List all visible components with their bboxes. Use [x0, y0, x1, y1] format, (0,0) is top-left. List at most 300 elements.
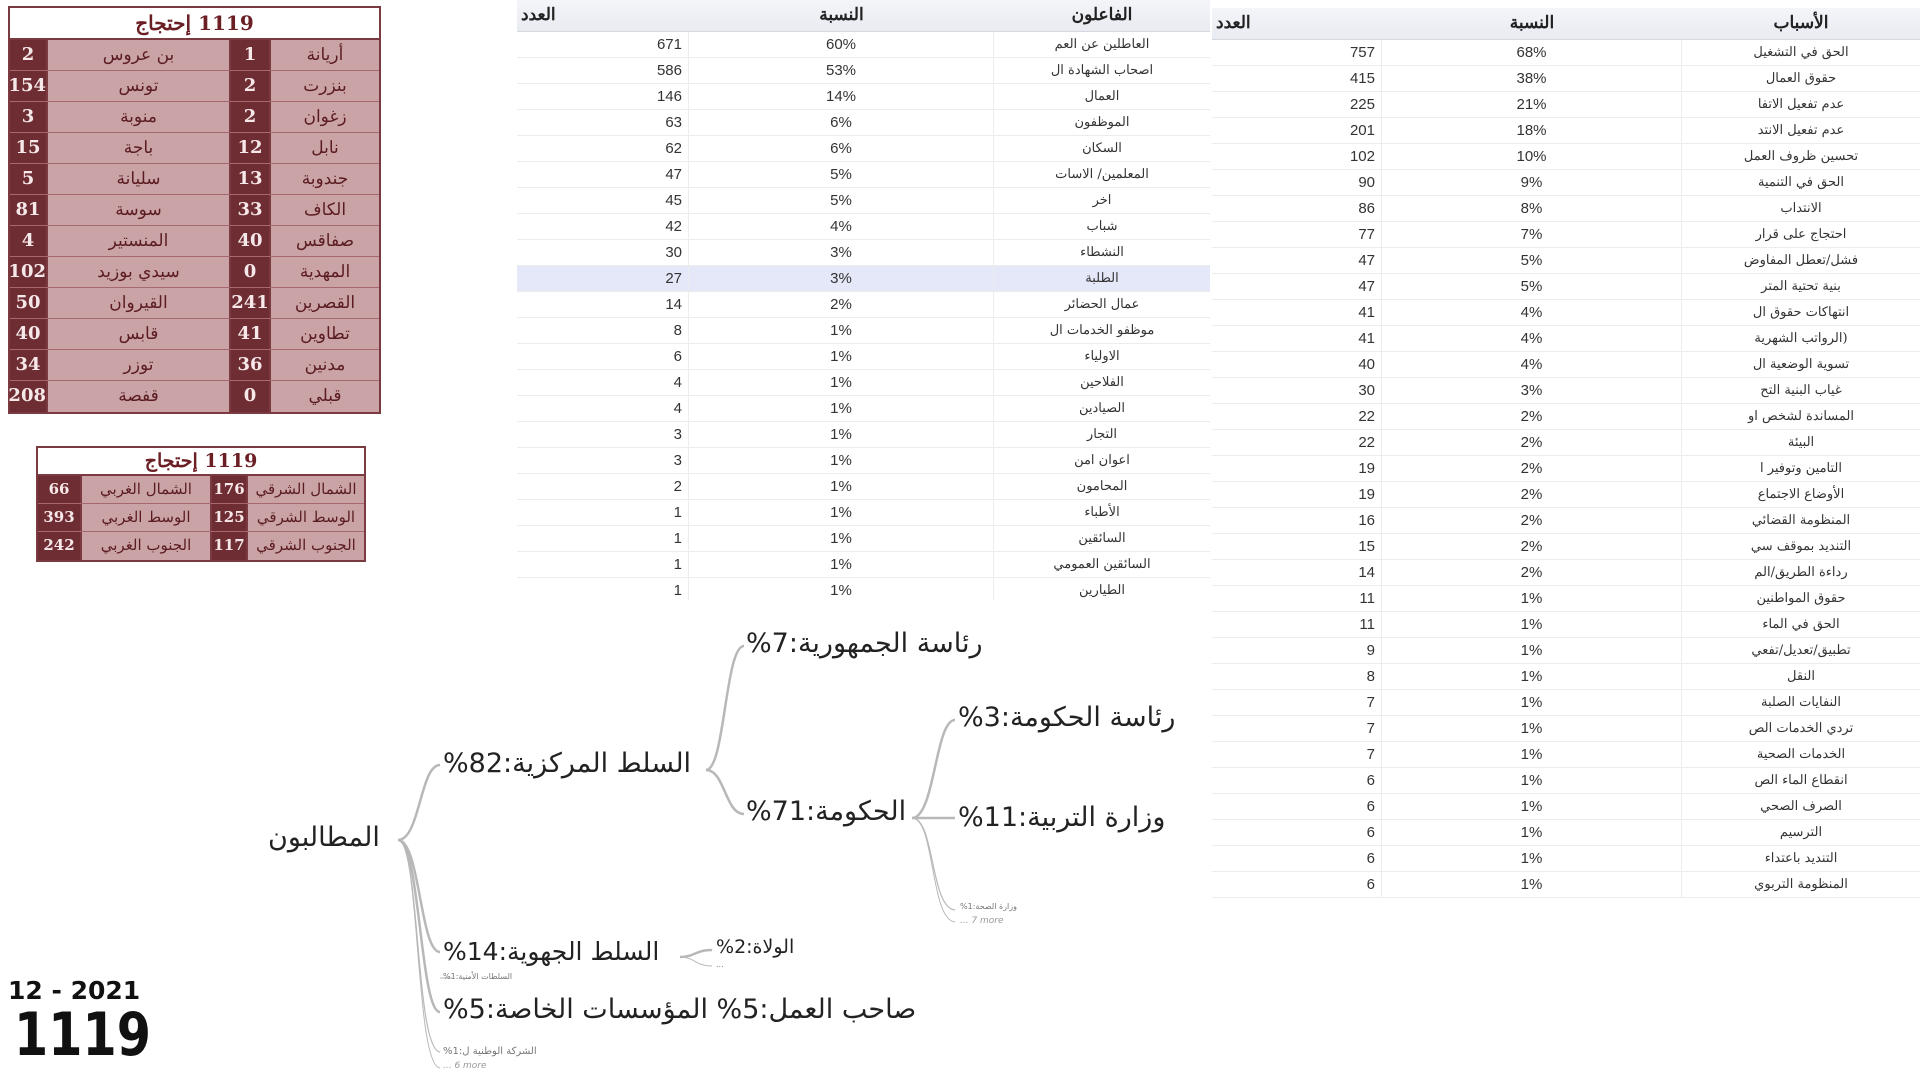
table-row[interactable] [517, 474, 1210, 500]
row-count: 586 [517, 58, 689, 83]
connector-central-presidency [706, 646, 744, 770]
table-row[interactable] [1212, 664, 1920, 690]
governorate-count: 33 [229, 195, 269, 225]
table-row[interactable] [1212, 92, 1920, 118]
row-count: 45 [517, 188, 689, 213]
row-label: السائقين [1078, 531, 1126, 546]
row-count: 8 [517, 318, 689, 343]
row-percentage: 10% [1382, 144, 1682, 169]
causes-header-pct[interactable]: النسبة [1509, 13, 1555, 32]
row-percentage: 2% [1382, 482, 1682, 507]
row-percentage: 14% [689, 84, 994, 109]
row-percentage: 1% [689, 370, 994, 395]
tree-node-security-authorities[interactable]: السلطات الأمنية:1% [443, 972, 513, 981]
row-count: 30 [517, 240, 689, 265]
connector-root-national [398, 840, 440, 1052]
table-row[interactable] [1212, 326, 1920, 352]
region-table-body [38, 476, 364, 560]
row-count: 7 [1212, 716, 1382, 741]
region-name: الجنوب الغربي [80, 532, 210, 560]
governorate-row [10, 350, 379, 381]
governorate-name: سليانة [46, 164, 229, 194]
table-row[interactable] [1212, 794, 1920, 820]
row-percentage: 1% [689, 318, 994, 343]
table-row[interactable] [517, 240, 1210, 266]
tree-node-national-company[interactable]: الشركة الوطنية ل:1% [443, 1046, 537, 1057]
row-count: 47 [1212, 248, 1382, 273]
governorate-count: 12 [229, 133, 269, 163]
governorate-row [10, 226, 379, 257]
governorate-name: مدنين [269, 350, 379, 380]
row-percentage: 21% [1382, 92, 1682, 117]
governorate-row [10, 40, 379, 71]
row-count: 11 [1212, 586, 1382, 611]
governorate-name: القصرين [269, 288, 379, 318]
row-count: 671 [517, 32, 689, 57]
row-label: عدم تفعيل الاتفا [1757, 97, 1845, 112]
table-row[interactable] [1212, 638, 1920, 664]
row-count: 7 [1212, 690, 1382, 715]
row-label: تطبيق/تعديل/تفعي [1751, 643, 1851, 658]
tree-more-bottom[interactable]: ... 6 more [443, 1061, 487, 1071]
governorate-name: جندوبة [269, 164, 379, 194]
row-percentage: 68% [1382, 40, 1682, 65]
row-label: الطلبة [1085, 271, 1119, 286]
table-row[interactable] [517, 58, 1210, 84]
governorate-name: القيروان [46, 288, 229, 318]
row-label: احتجاج على قرار [1755, 227, 1847, 242]
table-row[interactable] [1212, 222, 1920, 248]
row-percentage: 2% [1382, 560, 1682, 585]
row-count: 6 [1212, 872, 1382, 897]
row-label: الموظفون [1074, 115, 1130, 130]
row-count: 47 [517, 162, 689, 187]
table-row[interactable] [517, 552, 1210, 578]
row-percentage: 5% [1382, 248, 1682, 273]
row-label: بنية تحتية المتر [1761, 279, 1841, 294]
tree-more-government[interactable]: ... 7 more [960, 916, 1004, 926]
tree-node-governors-mini[interactable]: ... [716, 960, 724, 969]
governorate-row [10, 71, 379, 102]
actors-header-pct[interactable]: النسبة [819, 5, 864, 24]
region-count: 242 [38, 532, 80, 560]
row-label: غياب البنية التح [1760, 383, 1842, 398]
row-percentage: 1% [689, 474, 994, 499]
governorate-name: صفاقس [269, 226, 379, 256]
row-count: 4 [517, 370, 689, 395]
table-row[interactable] [517, 318, 1210, 344]
connector-government-health [912, 818, 955, 910]
row-label: عدم تفعيل الانتد [1757, 123, 1845, 138]
row-percentage: 1% [689, 448, 994, 473]
governorate-row [10, 133, 379, 164]
governorate-count: 34 [10, 350, 46, 380]
governorate-name: بنزرت [269, 71, 379, 101]
governorate-count: 15 [10, 133, 46, 163]
row-percentage: 4% [1382, 326, 1682, 351]
table-row[interactable] [1212, 560, 1920, 586]
row-label: تحسين ظروف العمل [1743, 149, 1859, 164]
row-percentage: 2% [1382, 534, 1682, 559]
governorate-row [10, 195, 379, 226]
row-label: النشطاء [1080, 245, 1124, 260]
row-percentage: 1% [689, 422, 994, 447]
row-count: 201 [1212, 118, 1382, 143]
connector-regional-governors [680, 950, 712, 957]
governorate-count: 2 [229, 71, 269, 101]
row-count: 1 [517, 578, 689, 600]
table-row[interactable] [517, 136, 1210, 162]
row-label: شباب [1086, 219, 1118, 234]
row-label: موظفو الخدمات ال [1049, 323, 1155, 338]
table-row[interactable] [517, 344, 1210, 370]
row-percentage: 9% [1382, 170, 1682, 195]
table-row[interactable] [1212, 352, 1920, 378]
governorate-name: قابس [46, 319, 229, 349]
table-row[interactable] [517, 422, 1210, 448]
governorate-count: 41 [229, 319, 269, 349]
table-row[interactable] [1212, 742, 1920, 768]
governorate-table-body [10, 40, 379, 412]
row-percentage: 1% [1382, 794, 1682, 819]
causes-header-label[interactable]: الأسباب [1773, 13, 1829, 32]
row-percentage: 1% [689, 578, 994, 600]
region-count: 393 [38, 504, 80, 531]
governorate-name: نابل [269, 133, 379, 163]
row-count: 1 [517, 552, 689, 577]
actors-header-label[interactable]: الفاعلون [1071, 5, 1133, 24]
row-percentage: 6% [689, 136, 994, 161]
row-label: الفلاحين [1080, 375, 1124, 390]
row-percentage: 1% [1382, 872, 1682, 897]
row-label: الأوضاع الاجتماع [1757, 487, 1845, 502]
table-row[interactable] [1212, 274, 1920, 300]
row-count: 14 [1212, 560, 1382, 585]
row-count: 22 [1212, 404, 1382, 429]
row-percentage: 4% [1382, 300, 1682, 325]
table-row[interactable] [517, 84, 1210, 110]
row-percentage: 5% [1382, 274, 1682, 299]
connector-central-government [706, 770, 744, 814]
row-count: 11 [1212, 612, 1382, 637]
row-percentage: 53% [689, 58, 994, 83]
governorate-name: سيدي بوزيد [46, 257, 229, 287]
row-count: 19 [1212, 482, 1382, 507]
row-percentage: 38% [1382, 66, 1682, 91]
row-percentage: 1% [689, 500, 994, 525]
row-count: 86 [1212, 196, 1382, 221]
row-percentage: 1% [1382, 768, 1682, 793]
table-row[interactable] [1212, 716, 1920, 742]
governorate-count: 36 [229, 350, 269, 380]
row-label: الحق في التنمية [1758, 175, 1844, 190]
row-label: انقطاع الماء الص [1754, 773, 1848, 788]
table-row[interactable] [1212, 690, 1920, 716]
row-label: الحق في الماء [1762, 617, 1840, 632]
connector-root-regional [398, 840, 440, 952]
tree-node-health-ministry[interactable]: وزارة الصحة:1% [960, 902, 1017, 911]
row-count: 19 [1212, 456, 1382, 481]
row-percentage: 2% [1382, 404, 1682, 429]
actors-table [517, 0, 1210, 600]
table-row[interactable] [1212, 508, 1920, 534]
tree-node-employer-private[interactable]: صاحب العمل:5% المؤسسات الخاصة:5% [443, 994, 917, 1025]
actors-table-header [517, 0, 1210, 32]
table-row[interactable] [1212, 820, 1920, 846]
row-count: 16 [1212, 508, 1382, 533]
governorate-count: 2 [229, 102, 269, 132]
actors-table-body [517, 32, 1210, 600]
region-name: الوسط الغربي [80, 504, 210, 531]
row-count: 7 [1212, 742, 1382, 767]
governorate-count: 40 [10, 319, 46, 349]
tree-root-node[interactable]: المطالبون [268, 822, 380, 853]
governorate-name: المهدية [269, 257, 379, 287]
table-row[interactable] [1212, 170, 1920, 196]
connector-root-bottom-more [398, 840, 440, 1068]
governorate-name: تطاوين [269, 319, 379, 349]
table-row[interactable] [517, 188, 1210, 214]
row-count: 40 [1212, 352, 1382, 377]
row-label: الطيارين [1079, 583, 1125, 598]
row-label: اعوان امن [1074, 453, 1130, 468]
table-row[interactable] [517, 448, 1210, 474]
row-label: عمال الحضائر [1064, 297, 1140, 312]
row-percentage: 7% [1382, 222, 1682, 247]
row-count: 146 [517, 84, 689, 109]
governorate-name: باجة [46, 133, 229, 163]
governorate-name: قبلي [269, 381, 379, 412]
governorate-count: 5 [10, 164, 46, 194]
connector-regional-governors-mini [680, 957, 712, 966]
row-percentage: 1% [689, 396, 994, 421]
table-row[interactable] [517, 32, 1210, 58]
connector-root-employer [398, 840, 440, 1012]
row-count: 9 [1212, 638, 1382, 663]
row-label: انتهاكات حقوق ال [1752, 305, 1850, 320]
actors-header-count[interactable]: العدد [521, 5, 556, 24]
row-percentage: 1% [1382, 690, 1682, 715]
table-row[interactable] [517, 266, 1210, 292]
table-row[interactable] [1212, 872, 1920, 898]
row-percentage: 6% [689, 110, 994, 135]
row-label: (الرواتب الشهرية [1754, 331, 1848, 346]
row-label: المعلمين/ الاسات [1055, 167, 1149, 182]
row-label: البيئة [1787, 435, 1815, 450]
governorate-name: منوبة [46, 102, 229, 132]
governorate-protest-table [8, 6, 381, 414]
connector-government-pm [912, 720, 955, 818]
table-row[interactable] [1212, 248, 1920, 274]
row-count: 6 [1212, 846, 1382, 871]
governorate-row [10, 288, 379, 319]
row-percentage: 1% [1382, 664, 1682, 689]
row-count: 14 [517, 292, 689, 317]
row-count: 41 [1212, 326, 1382, 351]
row-count: 1 [517, 526, 689, 551]
table-row[interactable] [517, 292, 1210, 318]
governorate-name: المنستير [46, 226, 229, 256]
governorate-count: 2 [10, 40, 46, 70]
row-label: الترسيم [1779, 825, 1823, 840]
table-row[interactable] [1212, 846, 1920, 872]
table-row[interactable] [517, 526, 1210, 552]
row-count: 6 [1212, 820, 1382, 845]
row-percentage: 3% [1382, 378, 1682, 403]
governorate-name: تونس [46, 71, 229, 101]
table-row[interactable] [517, 396, 1210, 422]
row-count: 757 [1212, 40, 1382, 65]
tree-node-governors[interactable]: الولاة:2% [716, 936, 795, 958]
table-row[interactable] [1212, 118, 1920, 144]
table-row[interactable] [517, 578, 1210, 600]
region-row [38, 504, 364, 532]
row-count: 22 [1212, 430, 1382, 455]
row-label: التنديد باعتداء [1764, 851, 1838, 866]
row-label: الاولياء [1084, 349, 1120, 364]
row-count: 225 [1212, 92, 1382, 117]
row-label: اصحاب الشهادة ال [1050, 63, 1154, 78]
table-row[interactable] [517, 110, 1210, 136]
row-count: 6 [1212, 794, 1382, 819]
row-label: تسوية الوضعية ال [1752, 357, 1850, 372]
table-row[interactable] [1212, 768, 1920, 794]
row-label: الصرف الصحي [1760, 799, 1842, 814]
table-row[interactable] [1212, 430, 1920, 456]
table-row[interactable] [517, 370, 1210, 396]
region-name: الوسط الشرقي [246, 504, 364, 531]
tree-node-presidency[interactable]: رئاسة الجمهورية:7% [746, 628, 983, 659]
causes-table-header [1212, 8, 1920, 40]
row-count: 3 [517, 422, 689, 447]
row-percentage: 1% [689, 526, 994, 551]
region-count: 176 [210, 476, 246, 503]
governorate-count: 241 [229, 288, 269, 318]
row-count: 1 [517, 500, 689, 525]
row-percentage: 60% [689, 32, 994, 57]
row-percentage: 1% [1382, 638, 1682, 663]
table-row[interactable] [1212, 612, 1920, 638]
row-label: رداءة الطريق/الم [1754, 565, 1848, 580]
row-count: 47 [1212, 274, 1382, 299]
table-row[interactable] [1212, 196, 1920, 222]
row-label: النقل [1787, 669, 1815, 684]
table-row[interactable] [517, 214, 1210, 240]
table-row[interactable] [1212, 482, 1920, 508]
region-protest-table [36, 446, 366, 562]
tree-node-government[interactable]: الحكومة:71% [746, 796, 907, 827]
row-percentage: 2% [1382, 508, 1682, 533]
region-name: الشمال الشرقي [246, 476, 364, 503]
governorate-count: 40 [229, 226, 269, 256]
row-percentage: 2% [689, 292, 994, 317]
tree-node-pm-office[interactable]: رئاسة الحكومة:3% [958, 702, 1176, 733]
row-count: 62 [517, 136, 689, 161]
region-table-title: 1119 إحتجاج [38, 448, 364, 476]
tree-node-education-ministry[interactable]: وزارة التربية:11% [958, 802, 1166, 833]
row-percentage: 2% [1382, 456, 1682, 481]
row-count: 90 [1212, 170, 1382, 195]
row-percentage: 8% [1382, 196, 1682, 221]
row-count: 6 [517, 344, 689, 369]
row-percentage: 5% [689, 188, 994, 213]
table-row[interactable] [1212, 378, 1920, 404]
row-label: التامين وتوفير ا [1759, 461, 1843, 476]
row-percentage: 2% [1382, 430, 1682, 455]
governorate-row [10, 164, 379, 195]
governorate-name: توزر [46, 350, 229, 380]
governorate-name: سوسة [46, 195, 229, 225]
governorate-count: 3 [10, 102, 46, 132]
row-count: 77 [1212, 222, 1382, 247]
table-row[interactable] [1212, 144, 1920, 170]
table-row[interactable] [1212, 40, 1920, 66]
row-label: التجار [1086, 427, 1118, 442]
region-name: الجنوب الشرقي [246, 532, 364, 560]
row-label: السائقين العمومي [1053, 557, 1151, 572]
row-label: الانتداب [1780, 201, 1822, 216]
governorate-name: الكاف [269, 195, 379, 225]
governorate-count: 102 [10, 257, 46, 287]
row-count: 27 [517, 266, 689, 291]
row-count: 6 [1212, 768, 1382, 793]
row-count: 63 [517, 110, 689, 135]
row-count: 415 [1212, 66, 1382, 91]
row-label: العاطلين عن العم [1054, 37, 1150, 52]
row-label: الصيادين [1078, 401, 1126, 416]
row-percentage: 1% [1382, 742, 1682, 767]
row-count: 2 [517, 474, 689, 499]
row-label: المنظومة التربوي [1754, 877, 1848, 892]
row-percentage: 3% [689, 240, 994, 265]
row-label: المحامون [1076, 479, 1128, 494]
tree-node-central-authorities[interactable]: السلط المركزية:82% [443, 748, 692, 779]
row-percentage: 18% [1382, 118, 1682, 143]
row-label: السكان [1082, 141, 1122, 156]
row-label: المساندة لشخص او [1748, 409, 1854, 424]
governorate-count: 13 [229, 164, 269, 194]
row-percentage: 4% [689, 214, 994, 239]
row-label: الحق في التشغيل [1753, 45, 1849, 60]
table-row[interactable] [1212, 586, 1920, 612]
tree-node-regional-authorities[interactable]: السلط الجهوية:14% [443, 937, 660, 966]
row-label: الأطباء [1084, 505, 1120, 520]
table-row[interactable] [1212, 534, 1920, 560]
table-row[interactable] [1212, 66, 1920, 92]
row-count: 41 [1212, 300, 1382, 325]
table-row[interactable] [1212, 300, 1920, 326]
governorate-name: بن عروس [46, 40, 229, 70]
row-label: فشل/تعطل المفاوض [1743, 253, 1859, 268]
table-row[interactable] [517, 162, 1210, 188]
causes-table [1212, 8, 1920, 908]
region-name: الشمال الغربي [80, 476, 210, 503]
governorate-count: 81 [10, 195, 46, 225]
governorate-count: 0 [229, 257, 269, 287]
table-row[interactable] [1212, 456, 1920, 482]
row-count: 4 [517, 396, 689, 421]
row-percentage: 1% [1382, 820, 1682, 845]
row-label: اخر [1092, 193, 1112, 208]
table-row[interactable] [1212, 404, 1920, 430]
table-row[interactable] [517, 500, 1210, 526]
governorate-count: 50 [10, 288, 46, 318]
row-percentage: 1% [689, 344, 994, 369]
row-label: النفايات الصلبة [1760, 695, 1842, 710]
row-percentage: 1% [1382, 846, 1682, 871]
causes-header-count[interactable]: العدد [1216, 13, 1251, 32]
row-label: الخدمات الصحية [1756, 747, 1846, 762]
